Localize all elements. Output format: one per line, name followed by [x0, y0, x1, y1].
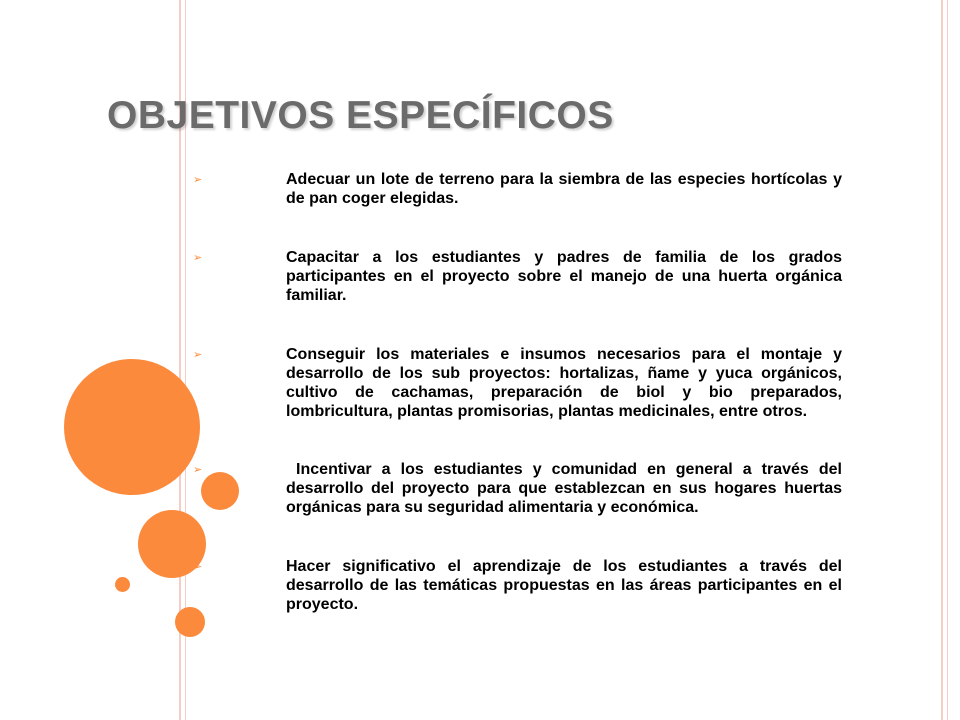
- objective-text: Adecuar un lote de terreno para la siembra de las especies hortícolas y de pan coger elegidas.: [286, 171, 842, 207]
- objective-item: [190, 345, 842, 421]
- objective-item: [190, 557, 842, 614]
- right-frame-line-inner: [947, 0, 948, 720]
- right-frame-line-outer: [941, 0, 943, 720]
- objective-text: Capacitar a los estudiantes y padres de familia de los grados participantes en el proyecto sobre el manejo de una huerta orgánica familiar.: [286, 249, 842, 304]
- objective-text: Conseguir los materiales e insumos necesarios para el montaje y desarrollo de los sub proyectos: hortalizas, ñame y yuca orgánicos, cultivo de cachamas, preparación de biol y bio preparados, lombricultura, plantas promisorias, plantas medicinales, entre otros.: [286, 346, 842, 420]
- objective-text: Hacer significativo el aprendizaje de los estudiantes a través del desarrollo de las temáticas propuestas en las áreas participantes en el proyecto.: [286, 558, 842, 613]
- objectives-list: [190, 170, 847, 654]
- chevron-arrow-icon: ➢: [193, 252, 203, 264]
- slide-title: OBJETIVOS ESPECÍFICOS: [107, 94, 614, 137]
- objective-item: [190, 248, 842, 305]
- chevron-arrow-icon: ➢: [193, 174, 203, 186]
- large-decorative-circle: [64, 359, 203, 495]
- objective-item: [190, 170, 842, 208]
- chevron-arrow-icon: ➢: [193, 464, 203, 476]
- objective-text: Incentivar a los estudiantes y comunidad en general a través del desarrollo del proyecto para que establezcan en sus hogares huertas orgánicas para su seguridad alimentaria y económica.: [286, 461, 847, 516]
- objective-item: [190, 460, 847, 517]
- tiny-decorative-circle: [115, 577, 130, 592]
- chevron-arrow-icon: ➢: [193, 561, 203, 573]
- chevron-arrow-icon: ➢: [193, 349, 203, 361]
